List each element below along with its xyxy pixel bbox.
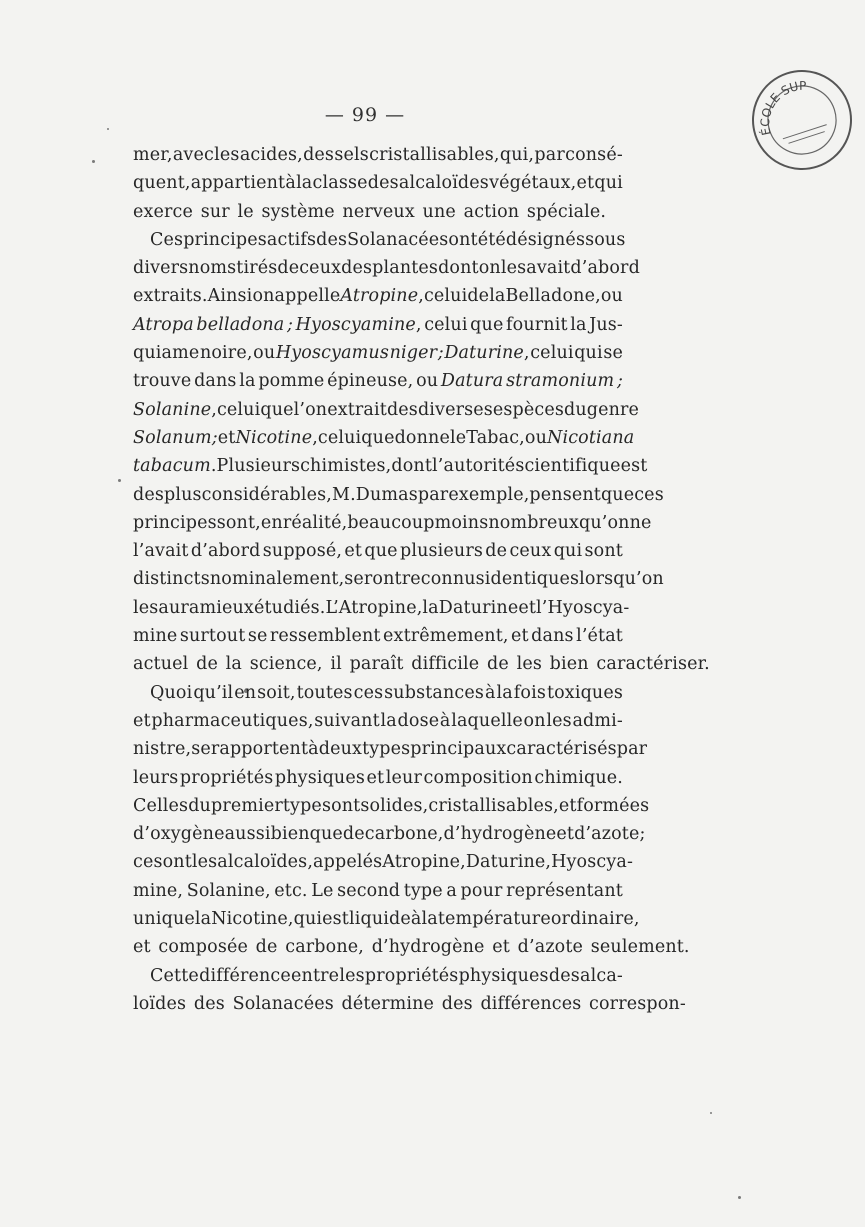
word: en [234, 682, 257, 703]
word: noire, [199, 343, 253, 364]
word: et [366, 767, 385, 788]
word: qu’il [193, 682, 234, 703]
word: l’état [576, 626, 623, 647]
word: cristallisables, [428, 795, 559, 816]
word: admi- [572, 710, 623, 731]
word: qui [553, 541, 583, 562]
text-line [133, 650, 710, 678]
text-line [133, 707, 623, 735]
word: diverses [417, 399, 493, 420]
word: et [344, 541, 363, 562]
word: ces [634, 484, 664, 505]
library-stamp [739, 57, 865, 183]
word: ou [600, 286, 623, 307]
word: physiques [274, 767, 365, 788]
word: ; [639, 824, 646, 845]
word: scientifique [515, 456, 621, 477]
word: aussi [224, 824, 271, 845]
paper-speck [710, 1112, 712, 1114]
word: Dumas [355, 484, 418, 505]
paper-speck [738, 1196, 741, 1199]
paragraph [133, 962, 686, 1019]
word: Le [311, 880, 334, 901]
word: dont [391, 456, 433, 477]
word: niger [389, 343, 438, 364]
word: la [496, 682, 513, 703]
text-line [133, 452, 648, 480]
word: bien [270, 824, 310, 845]
word: nominalement, [209, 569, 345, 590]
word: etc. [274, 880, 308, 901]
text-run: loïdes des Solanacées détermine des différences correspon- [133, 993, 686, 1014]
paragraph [133, 226, 710, 679]
word: des [133, 484, 164, 505]
word: ; [211, 427, 218, 448]
word: surtout [179, 626, 246, 647]
page-number: — 99 — [324, 104, 406, 126]
word: Atropa [133, 314, 194, 335]
word: ou [253, 343, 276, 364]
word: alca- [580, 965, 623, 986]
word: de [485, 541, 508, 562]
word: et [558, 795, 577, 816]
word: Belladone, [505, 286, 601, 307]
text-line [133, 594, 630, 622]
word: on [523, 710, 546, 731]
word: est [620, 456, 648, 477]
paper-speck [118, 479, 121, 482]
word: quiame [133, 343, 200, 364]
word: liquide [349, 909, 411, 930]
word: l’autorité [432, 456, 516, 477]
word: mine, [133, 880, 184, 901]
word: ; [286, 314, 294, 335]
word: étudiés. [253, 597, 326, 618]
word: les [214, 145, 240, 165]
word: les [339, 965, 365, 986]
word: par [616, 739, 648, 760]
word: sous [585, 229, 626, 250]
word: par [417, 484, 449, 505]
word: a [446, 880, 457, 901]
word: avait [526, 258, 571, 279]
word: toxiques [546, 682, 623, 703]
word: d’abord [570, 258, 640, 279]
word: type [403, 880, 443, 901]
text-line [133, 792, 650, 820]
word: sont [153, 852, 192, 873]
word: laquelle [451, 710, 523, 731]
word: des [386, 399, 418, 420]
word: Cette [150, 965, 199, 986]
word: Daturine, [444, 343, 530, 364]
word: premier [210, 795, 283, 816]
word: donne [394, 427, 450, 448]
word: rapportent [210, 739, 309, 760]
word: que [600, 484, 635, 505]
word: exemple, [448, 484, 530, 505]
word: celui [423, 286, 468, 307]
word: les [133, 597, 159, 618]
word: dose [397, 710, 440, 731]
word: belladona [196, 314, 285, 335]
word: la [380, 710, 397, 731]
word: physiques [458, 965, 549, 986]
word: la [422, 597, 439, 618]
word: avec [172, 145, 214, 165]
word: qui [293, 909, 323, 930]
word: Jus- [589, 314, 623, 335]
word: Daturine [438, 597, 519, 618]
text-line [133, 226, 626, 254]
word: ressemblent [269, 626, 381, 647]
text-line [133, 537, 623, 565]
text-line [133, 481, 664, 509]
text-line [133, 367, 623, 395]
text-run: et composée de carbone, d’hydrogène et d’azote seulement. [133, 937, 690, 958]
text-line [133, 877, 623, 905]
text-line [133, 565, 664, 593]
text-line [133, 282, 623, 310]
word: pharmaceutiques, [151, 710, 314, 731]
word: Datura [440, 371, 504, 392]
word: alcaloïdes [398, 173, 489, 194]
word: supposé, [262, 541, 343, 562]
word: unique [133, 909, 195, 930]
word: chimique. [534, 767, 623, 788]
word: Tabac, [466, 427, 525, 448]
word: ou [524, 427, 547, 448]
word: pour [460, 880, 503, 901]
word: Ces [150, 229, 184, 250]
word: toutes [296, 682, 353, 703]
word: substances [384, 682, 484, 703]
word: température [437, 909, 551, 930]
word: fournit [506, 314, 568, 335]
word: sont [584, 541, 623, 562]
word: et [518, 597, 537, 618]
word: seront [344, 569, 402, 590]
word: tirés [236, 258, 278, 279]
word: le [449, 427, 467, 448]
word: qui [574, 343, 603, 364]
word: entre [291, 965, 340, 986]
word: suivant [314, 710, 380, 731]
word: alcaloïdes, [217, 852, 314, 873]
text-line [133, 509, 652, 537]
word: Quoi [150, 682, 193, 703]
text-line [133, 764, 623, 792]
word: les [191, 852, 218, 873]
word: est [322, 909, 349, 930]
word: celui [424, 314, 468, 335]
word: ceux [299, 258, 342, 279]
word: d’abord [190, 541, 261, 562]
word: appartient [190, 173, 286, 194]
text-run: actuel de la science, il paraît difficile de les bien caractériser. [133, 654, 710, 675]
word: nombreux [488, 512, 580, 533]
word: noms [188, 258, 237, 279]
word: propriétés [364, 965, 459, 986]
word: que [260, 399, 294, 420]
text-line [133, 820, 646, 848]
word: les [546, 710, 572, 731]
word: en [260, 512, 283, 533]
word: classe [312, 173, 368, 194]
word: à [285, 173, 296, 194]
word: carbone, [364, 824, 444, 845]
word: des [316, 229, 348, 250]
word: ne [629, 512, 652, 533]
word: dans [194, 371, 237, 392]
word: genre [586, 399, 640, 420]
word: tabacum. [133, 456, 217, 477]
word: lorsqu’on [579, 569, 664, 590]
word: des [303, 145, 335, 165]
word: qui, [499, 145, 535, 165]
word: mer, [133, 145, 173, 165]
word: Hyoscyamine, [295, 314, 422, 335]
text-line [133, 254, 640, 282]
word: la [421, 909, 438, 930]
word: plus [164, 484, 202, 505]
word: à [439, 710, 451, 731]
word: leur [385, 767, 422, 788]
word: reconnus [401, 569, 485, 590]
word: que [361, 427, 395, 448]
word: du [563, 399, 587, 420]
word: second [337, 880, 401, 901]
word: acides, [239, 145, 303, 165]
word: dans [531, 626, 574, 647]
word: appelle [274, 286, 341, 307]
word: que [470, 314, 504, 335]
text-line [133, 141, 623, 169]
word: de [342, 824, 365, 845]
word: celui [317, 427, 362, 448]
paper-speck [107, 128, 109, 130]
word: par [534, 145, 565, 165]
word: la [296, 173, 313, 194]
word: nistre, [133, 739, 192, 760]
word: été [477, 229, 506, 250]
word: actifs [266, 229, 317, 250]
word: ; [437, 343, 444, 364]
word: ou [416, 371, 439, 392]
word: d’hydrogène [443, 824, 557, 845]
word: Solanum [133, 427, 212, 448]
word: beaucoup [347, 512, 435, 533]
word: la [489, 286, 506, 307]
word: et [556, 824, 575, 845]
word: principes [133, 512, 217, 533]
word: des [367, 173, 399, 194]
word: Nicotiana [547, 427, 635, 448]
word: mine [133, 626, 178, 647]
word: on [478, 258, 501, 279]
word: la [570, 314, 587, 335]
word: et [133, 710, 151, 731]
word: aura [158, 597, 200, 618]
text-line [133, 339, 623, 367]
word: les [500, 258, 527, 279]
word: Plusieurs [216, 456, 301, 477]
word: se [247, 626, 268, 647]
word: moins [434, 512, 489, 533]
word: sont, [216, 512, 261, 533]
text-line [133, 198, 623, 226]
word: plusieurs [400, 541, 483, 562]
word: que [309, 824, 343, 845]
word: d’oxygène [133, 824, 225, 845]
word: pensent [529, 484, 601, 505]
word: sels [334, 145, 369, 165]
word: que [364, 541, 398, 562]
word: Nicotine, [235, 427, 318, 448]
word: d’azote [574, 824, 640, 845]
word: Hyoscya- [551, 852, 634, 873]
word: différence [199, 965, 291, 986]
word: à [410, 909, 422, 930]
word: dont [438, 258, 479, 279]
word: se [603, 343, 623, 364]
word: du [188, 795, 211, 816]
word: ; [616, 371, 623, 392]
text-line [133, 311, 623, 339]
word: Atropine, [382, 852, 466, 873]
word: soit, [257, 682, 296, 703]
word: extrait [327, 399, 387, 420]
word: des [548, 965, 580, 986]
word: ce [133, 852, 154, 873]
word: solides, [360, 795, 429, 816]
word: M. [332, 484, 356, 505]
word: Solanine, [133, 399, 217, 420]
word: des [341, 258, 373, 279]
word: considérables, [201, 484, 332, 505]
word: se [191, 739, 211, 760]
text-line [133, 848, 634, 876]
text-line [133, 169, 623, 197]
word: l’avait [133, 541, 189, 562]
stamp-text: ÉCOLE SUP [758, 78, 807, 137]
word: Solanine, [186, 880, 271, 901]
paragraph [133, 679, 690, 962]
word: principaux [410, 739, 507, 760]
word: à [308, 739, 319, 760]
word: fois [513, 682, 546, 703]
word: principes [183, 229, 267, 250]
word: trouve [133, 371, 192, 392]
word: formées [576, 795, 650, 816]
word: espèces [492, 399, 564, 420]
text-line [133, 622, 623, 650]
text-line [133, 424, 635, 452]
word: Atropine, [340, 286, 424, 307]
word: sont [321, 795, 361, 816]
word: celui [216, 399, 261, 420]
word: et [576, 173, 595, 194]
paper-speck [92, 160, 95, 163]
word: pomme [258, 371, 325, 392]
word: Solanacées [347, 229, 449, 250]
word: types [362, 739, 411, 760]
word: désignés [505, 229, 586, 250]
word: distincts [133, 569, 210, 590]
word: stramonium [506, 371, 615, 392]
word: deux [318, 739, 363, 760]
word: réalité, [282, 512, 348, 533]
text-line [133, 396, 640, 424]
word: à [484, 682, 496, 703]
text-line [133, 962, 623, 990]
word: caractérisés [506, 739, 617, 760]
word: mieux [199, 597, 254, 618]
body-text [133, 141, 710, 1018]
word: et [511, 626, 529, 647]
word: chimistes, [300, 456, 392, 477]
word: l’Hyoscya- [536, 597, 630, 618]
word: propriétés [179, 767, 274, 788]
word: divers [133, 258, 189, 279]
text-run: exerce sur le système nerveux une action spéciale. [133, 201, 607, 222]
word: la [194, 909, 212, 930]
word: la [239, 371, 256, 392]
word: ces [353, 682, 384, 703]
word: identiques [484, 569, 580, 590]
word: type [282, 795, 322, 816]
word: Celles [133, 795, 189, 816]
word: et [217, 427, 236, 448]
word: l’on [293, 399, 328, 420]
word: Daturine, [465, 852, 552, 873]
word: de [467, 286, 490, 307]
word: extraits. [133, 286, 208, 307]
text-line [133, 905, 640, 933]
word: végétaux, [489, 173, 577, 194]
word: Hyoscyamus [275, 343, 389, 364]
text-line [133, 933, 690, 961]
word: on [252, 286, 275, 307]
text-line [133, 679, 623, 707]
word: quent, [133, 173, 191, 194]
word: ordinaire, [550, 909, 640, 930]
word: appelés [313, 852, 383, 873]
word: ceux [509, 541, 552, 562]
word: Ainsi [207, 286, 253, 307]
word: Nicotine, [211, 909, 294, 930]
paragraph [133, 141, 623, 226]
word: épineuse, [327, 371, 414, 392]
word: composition [423, 767, 533, 788]
word: plantes [372, 258, 439, 279]
word: représentant [506, 880, 623, 901]
stamp-seal-icon [742, 60, 863, 181]
word: cristallisables, [369, 145, 500, 165]
text-line [133, 735, 648, 763]
text-line [133, 990, 686, 1018]
word: de [277, 258, 300, 279]
word: extrêmement, [383, 626, 509, 647]
word: qu’on [579, 512, 630, 533]
word: qui [594, 173, 623, 194]
word: L’Atropine, [325, 597, 423, 618]
word: consé- [565, 145, 623, 165]
word: celui [530, 343, 574, 364]
word: ont [448, 229, 478, 250]
word: leurs [133, 767, 179, 788]
